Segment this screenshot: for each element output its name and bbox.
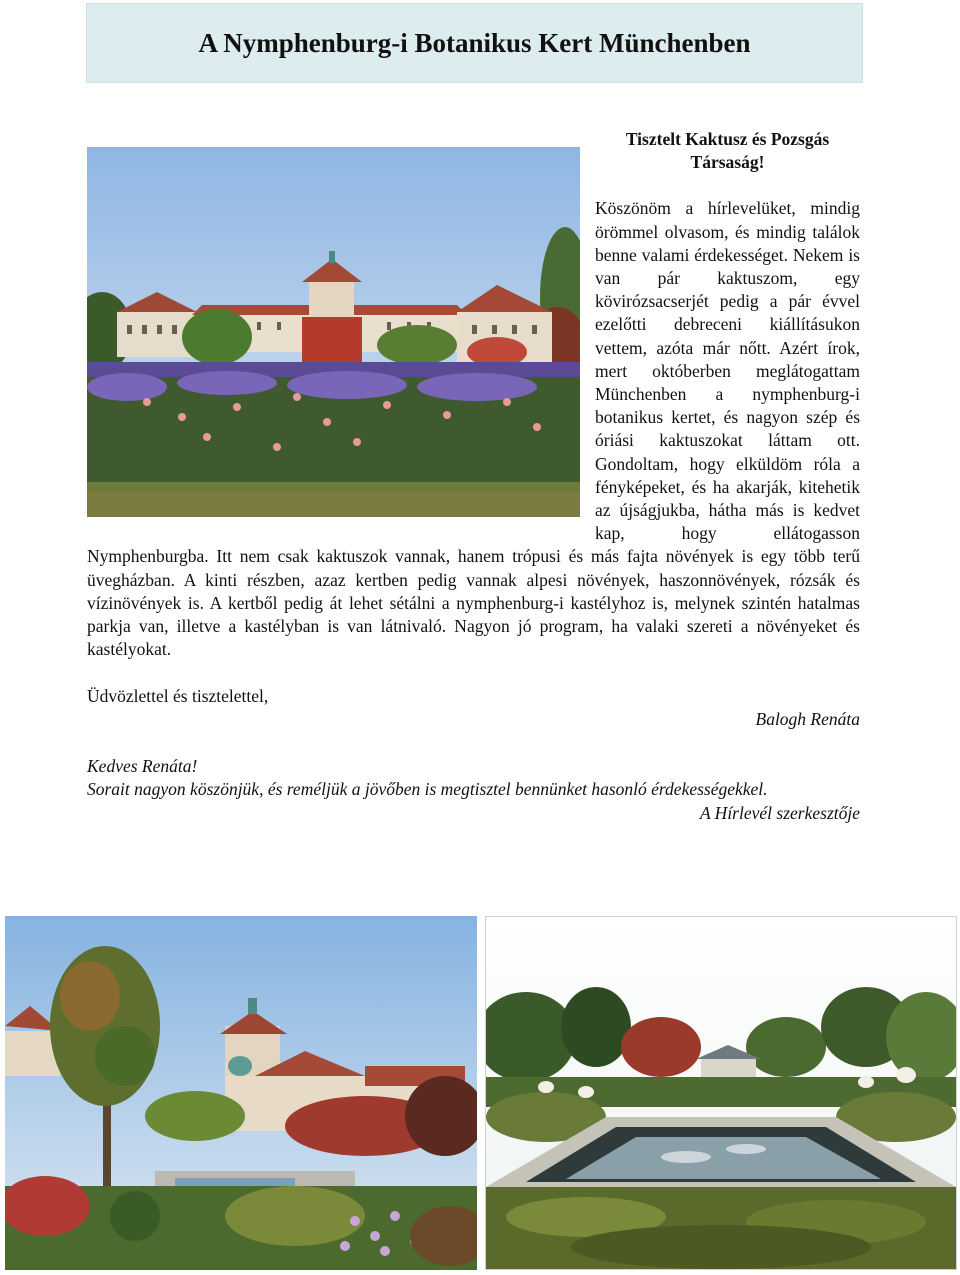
garden-pond-photo [485,916,957,1270]
editor-reply [87,755,860,826]
page-title: A Nymphenburg-i Botanikus Kert Münchenben [198,27,751,58]
letter-salutation: Tisztelt Kaktusz és Pozsgás Társaság! [625,129,830,173]
reply-body: Sorait nagyon köszönjük, és reméljük a jövőben is megtisztel bennünket hasonló érdekességekkel. [87,779,768,800]
letter-signature: Balogh Renáta [755,709,860,729]
photo-spacer [87,128,585,523]
garden-tower-photo [5,916,477,1270]
reply-greeting: Kedves Renáta! [87,756,198,776]
letter-block [87,128,860,661]
letter-body: Köszönöm a hírlevelüket, mindig örömmel olvasom, és mindig találok benne valami érdekességet. Nekem is van pár kaktuszom, egy kövirózsacserjét pedig a pár évvel ezelőtti debreceni kiállításukon vettem, azóta már nőtt. Azért írok, mert októberben meglátogattam Münchenben a nymphenburg-i botanikus kertet, és nagyon szép és óriási kaktuszokat láttam ott. Gondoltam, hogy elküldöm róla a fényképeket, és ha akarják, kitehetik az újságjukba, hátha más is kedvet kap, hogy ellátogasson Nymphenburgba. Itt nem csak kaktuszok vannak, hanem trópusi és más fajta növények is egy több terű üvegházban. A kinti részben, azaz kertben pedig vannak alpesi növények, haszonnövények, rózsák és vízinövények is. A kertből pedig át lehet sétálni a nymphenburg-i kastélyhoz is, melynek szintén hatalmas parkja van, illetve a kastélyban is van látnivaló. Nagyon jó program, ha valaki szereti a növényeket és kastélyokat. [87,198,860,660]
letter-closing: Üdvözlettel és tisztelettel, [87,686,269,706]
title-banner [86,3,863,83]
reply-signature: A Hírlevél szerkesztője [699,803,860,824]
